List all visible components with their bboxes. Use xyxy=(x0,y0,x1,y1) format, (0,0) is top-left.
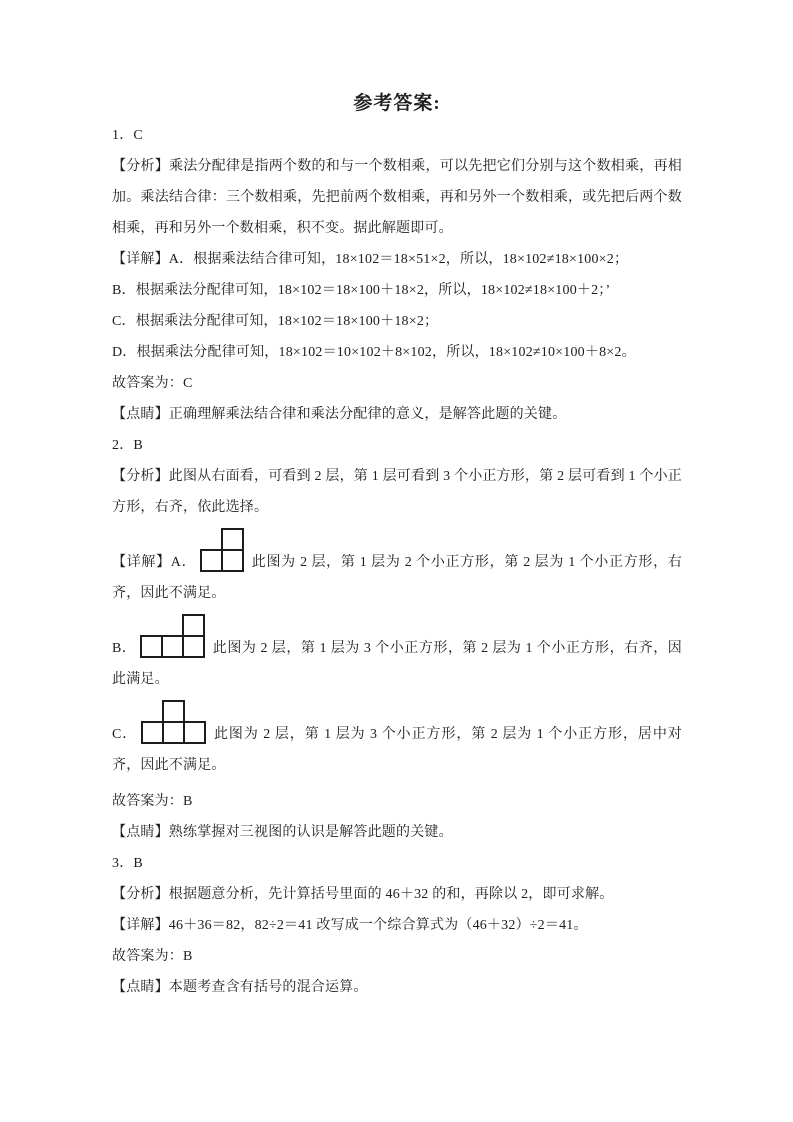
q3-analysis: 【分析】根据题意分析，先计算括号里面的 46＋32 的和，再除以 2，即可求解。 xyxy=(112,887,614,902)
q3-detail: 【详解】46＋36＝82，82÷2＝41 改写成一个综合算式为（46＋32）÷2＝41。 xyxy=(112,918,588,933)
q1-detail-option-d: D．根据乘法分配律可知，18×102＝10×102＋8×102，所以，18×102≠10×100＋8×2。 xyxy=(112,345,636,360)
q2-detail-c-suffix: 此图为 2 层，第 1 层为 3 个小正方形，第 2 层为 1 个小正方形，居中对齐，因此不满足。 xyxy=(112,727,682,773)
block-cell xyxy=(221,549,244,572)
q1-analysis: 【分析】乘法分配律是指两个数的和与一个数相乘，可以先把它们分别与这个数相乘，再相加。乘法结合律：三个数相乘，先把前两个数相乘，再和另外一个数相乘，或先把后两个数相乘，再和另外一个数相乘，积不变。据此解题即可。 xyxy=(112,159,682,236)
block-cell xyxy=(200,549,223,572)
block-cell xyxy=(162,700,185,723)
q1-detail-option-c: C．根据乘法分配律可知，18×102＝18×100＋18×2； xyxy=(112,314,439,329)
q3-comment: 【点睛】本题考查含有括号的混合运算。 xyxy=(112,980,368,995)
block-cell xyxy=(141,721,164,744)
q2-conclusion: 故答案为：B xyxy=(112,794,193,809)
q2-detail-b-prefix: B． xyxy=(112,641,137,656)
q2-comment: 【点睛】熟练掌握对三视图的认识是解答此题的关键。 xyxy=(112,825,453,840)
q2-detail-a-suffix: 此图为 2 层，第 1 层为 2 个小正方形，第 2 层为 1 个小正方形，右齐，因此不满足。 xyxy=(112,555,682,601)
q1-answer-line: 1．C xyxy=(112,128,143,143)
q3-answer-line: 3．B xyxy=(112,856,143,871)
blocks-figure-b-icon xyxy=(140,614,205,658)
q1-detail-option-b: B．根据乘法分配律可知，18×102＝18×100＋18×2，所以，18×102≠18×100＋2；’ xyxy=(112,283,611,298)
q1-conclusion: 故答案为：C xyxy=(112,376,193,391)
q3-conclusion: 故答案为：B xyxy=(112,949,193,964)
q2-analysis: 【分析】此图从右面看，可看到 2 层，第 1 层可看到 3 个小正方形，第 2 层可看到 1 个小正方形，右齐，依此选择。 xyxy=(112,469,682,515)
block-cell xyxy=(221,528,244,551)
block-cell xyxy=(182,614,205,637)
page-title: 参考答案: xyxy=(353,93,441,114)
block-cell xyxy=(183,721,206,744)
block-cell xyxy=(182,635,205,658)
q2-detail-option-c xyxy=(112,700,682,781)
q2-detail-option-b xyxy=(112,614,682,695)
q2-detail-option-a xyxy=(112,528,682,609)
blocks-figure-a-icon xyxy=(200,528,244,572)
q1-detail-option-a: 【详解】A．根据乘法结合律可知，18×102＝18×51×2，所以，18×102≠18×100×2； xyxy=(112,252,629,267)
block-cell xyxy=(161,635,184,658)
q2-detail-b-suffix: 此图为 2 层，第 1 层为 3 个小正方形，第 2 层为 1 个小正方形，右齐，因此满足。 xyxy=(112,641,682,687)
q1-comment: 【点睛】正确理解乘法结合律和乘法分配律的意义，是解答此题的关键。 xyxy=(112,407,567,422)
block-cell xyxy=(162,721,185,744)
q2-answer-line: 2．B xyxy=(112,438,143,453)
q2-detail-a-prefix: 【详解】A． xyxy=(112,555,197,570)
blocks-figure-c-icon xyxy=(141,700,206,744)
block-cell xyxy=(140,635,163,658)
q2-detail-c-prefix: C． xyxy=(112,727,138,742)
